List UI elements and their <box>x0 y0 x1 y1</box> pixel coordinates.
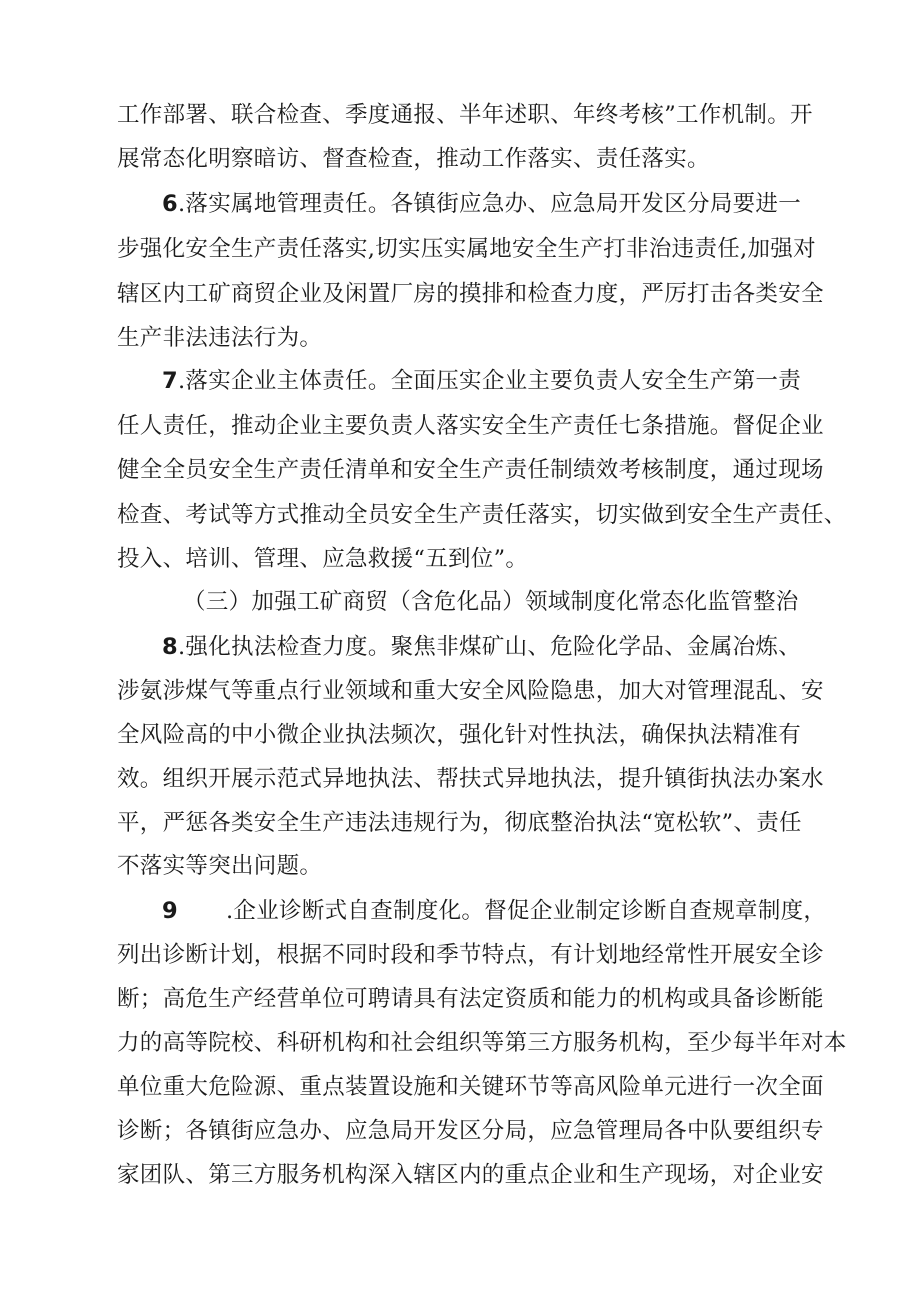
paragraph-line-item-6 <box>162 187 801 221</box>
paragraph-line: 单位重大危险源、重点装置设施和关键环节等高风险单元进行一次全面 <box>117 1074 824 1100</box>
section-heading: （三）加强工矿商贸（含危化品）领域制度化常态化监管整治 <box>183 589 799 615</box>
paragraph-line: 不落实等突出问题。 <box>117 853 323 879</box>
paragraph-text: .强化执法检查力度。聚焦非煤矿山、危险化学品、金属冶炼、 <box>177 634 802 660</box>
paragraph-line: 平，严惩各类安全生产违法违规行为，彻底整治执法“宽松软”、责任 <box>117 810 802 836</box>
paragraph-line: 辖区内工矿商贸企业及闲置厂房的摸排和检查力度，严厉打击各类安全 <box>117 281 824 307</box>
item-number: 9 <box>162 898 178 924</box>
paragraph-line-item-9 <box>162 894 826 928</box>
paragraph-line: 涉氨涉煤气等重点行业领域和重大安全风险隐患，加大对管理混乱、安 <box>117 678 824 704</box>
paragraph-line: 效。组织开展示范式异地执法、帮扶式异地执法，提升镇街执法办案水 <box>117 766 824 792</box>
paragraph-line: 生产非法违法行为。 <box>117 325 323 351</box>
paragraph-line-item-8 <box>162 630 801 664</box>
paragraph-line: 步强化安全生产责任落实,切实压实属地安全生产打非治违责任,加强对 <box>117 236 816 262</box>
paragraph-text: .落实企业主体责任。全面压实企业主要负责人安全生产第一责 <box>177 368 802 394</box>
paragraph-line: 诊断；各镇街应急办、应急局开发区分局，应急管理局各中队要组织专 <box>117 1118 824 1144</box>
paragraph-line: 列出诊断计划，根据不同时段和季节特点，有计划地经常性开展安全诊 <box>117 942 824 968</box>
paragraph-line: 力的高等院校、科研机构和社会组织等第三方服务机构，至少每半年对本 <box>117 1030 847 1056</box>
paragraph-line: 全风险高的中小微企业执法频次，强化针对性执法，确保执法精准有 <box>117 722 802 748</box>
item-number: 6 <box>162 191 178 217</box>
paragraph-line: 健全全员安全生产责任清单和安全生产责任制绩效考核制度，通过现场 <box>117 457 824 483</box>
paragraph-line: 检查、考试等方式推动全员安全生产责任落实，切实做到安全生产责任、 <box>117 502 847 528</box>
paragraph-line-item-7 <box>162 364 801 398</box>
item-number: 8 <box>162 634 178 660</box>
paragraph-text: .企业诊断式自查制度化。督促企业制定诊断自查规章制度， <box>225 898 827 924</box>
paragraph-line: 展常态化明察暗访、督查检查，推动工作落实、责任落实。 <box>117 146 710 172</box>
item-number: 7 <box>162 368 178 394</box>
paragraph-line: 断；高危生产经营单位可聘请具有法定资质和能力的机构或具备诊断能 <box>117 986 824 1012</box>
paragraph-line: 工作部署、联合检查、季度通报、半年述职、年终考核”工作机制。开 <box>117 102 813 128</box>
paragraph-line: 投入、培训、管理、应急救援“五到位”。 <box>117 546 529 572</box>
paragraph-line: 任人责任，推动企业主要负责人落实安全生产责任七条措施。督促企业 <box>117 413 824 439</box>
paragraph-line: 家团队、第三方服务机构深入辖区内的重点企业和生产现场，对企业安 <box>117 1162 824 1188</box>
paragraph-text: .落实属地管理责任。各镇街应急办、应急局开发区分局要进一 <box>177 191 802 217</box>
